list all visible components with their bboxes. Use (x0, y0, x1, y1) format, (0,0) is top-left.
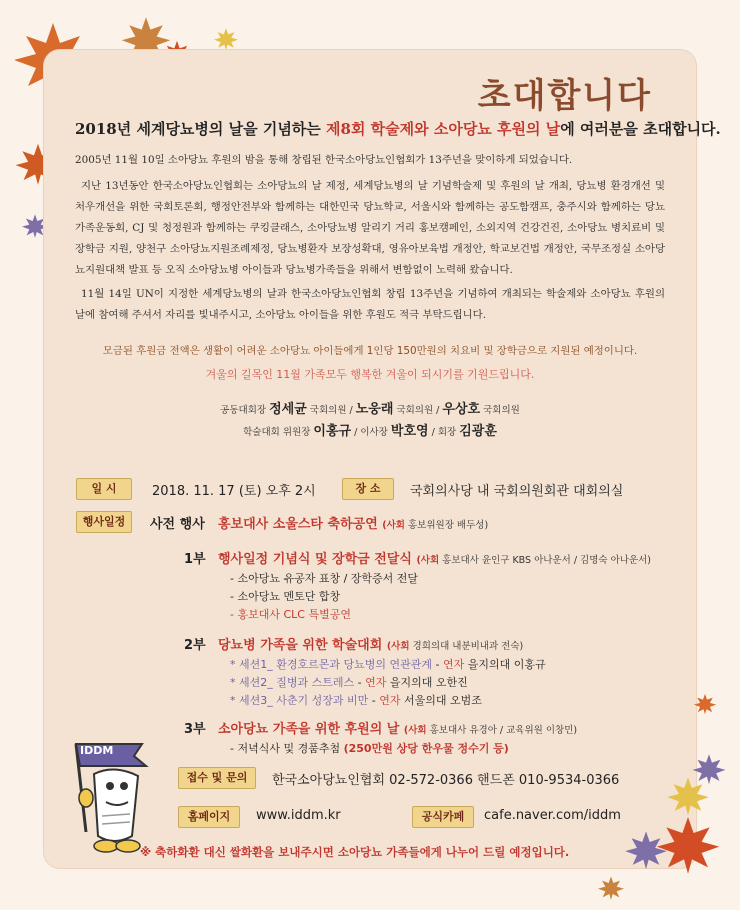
part-3-title (218, 718, 577, 737)
cafe-link[interactable]: cafe.naver.com/iddm (484, 808, 621, 823)
inquiry-value: 한국소아당뇨인협회 02-572-0366 핸드폰 010-9534-0366 (272, 773, 620, 788)
wish-text: 겨울의 길목인 11월 가족모두 행복한 겨울이 되시기를 기원드립니다. (205, 368, 535, 381)
host-title: / (428, 427, 438, 438)
hosts-line-1 (75, 398, 665, 417)
headline (75, 118, 721, 139)
host-name: 홍보대사 윤인구 KBS 아나운서 / 김명숙 아나운서) (439, 555, 651, 566)
host-prefix: (사회 (403, 725, 427, 736)
paragraph-invitation: 11월 14일 UN이 지정한 세계당뇨병의 날과 한국소아당뇨인협회 창립 13주년을 기념하여 개최되는 학술제와 소아당뇨 후원의 날에 참여해 주셔서 자리를 빛내주시고, 소아당뇨 아이들을 위한 후원도 적극 부탁드립니다. (75, 288, 665, 321)
pre-event-title: 사전 행사 (150, 517, 205, 532)
session-item (230, 674, 468, 690)
part-3-item-prize: (250만원 상당 한우물 정수기 등) (343, 742, 509, 755)
part-1-number: 1부 (184, 552, 206, 567)
headline-after: 에 여러분을 초대합니다. (560, 120, 721, 138)
pre-event-name: 홍보대사 소울스타 축하공연 (218, 517, 378, 532)
headline-highlight: 제8회 학술제와 소아당뇨 후원의 날 (326, 120, 561, 138)
fund-note: 모금된 후원금 전액은 생활이 어려운 소아당뇨 아이들에게 1인당 150만원의 치요비 및 장학금으로 지원된 예정이니다. (102, 345, 638, 357)
speaker-label: 연자 (365, 676, 387, 689)
part-2-number: 2부 (184, 638, 206, 653)
cafe-label: 공식카페 (412, 806, 474, 828)
session-title: * 세션2_ 질병과 스트레스 (230, 676, 355, 689)
speaker: 을지의대 오한진 (386, 676, 468, 689)
part-2-title (218, 634, 523, 653)
session-sep: - (368, 694, 380, 707)
host-name: 홍보위원장 배두성) (404, 520, 489, 531)
headline-before: 2018년 세계당뇨병의 날을 기념하는 (75, 120, 327, 138)
schedule-label: 행사일정 (76, 511, 132, 533)
host-name: 노웅래 (355, 402, 394, 417)
host-prefix: (사회 (416, 555, 440, 566)
session-sep: - (432, 658, 443, 671)
speaker: 서울의대 오범조 (400, 694, 482, 707)
hosts-line-2 (75, 420, 665, 439)
place-label: 장 소 (342, 478, 394, 500)
maple-leaf-icon (596, 874, 626, 902)
host-name: 경희의대 내분비내과 전숙) (409, 641, 524, 652)
host-name: 이홍규 (313, 424, 352, 439)
maple-leaf-icon (212, 26, 240, 52)
part-1-host (416, 555, 651, 566)
speaker: 을지의대 이홍규 (464, 658, 546, 671)
part-1-item: - 홍보대사 CLC 특별공연 (230, 608, 351, 621)
part-3-item (230, 740, 509, 756)
part-1-item: - 소아당뇨 유공자 표창 / 장학증서 전달 (230, 572, 419, 585)
host-role: 학술대회 위원장 (243, 427, 314, 438)
part-title: 당뇨병 가족을 위한 학술대회 (218, 638, 383, 653)
host-name: 김광훈 (459, 424, 497, 439)
speaker-label: 연자 (379, 694, 401, 707)
place-value: 국회의사당 내 국회의원회관 대회의실 (410, 484, 624, 499)
mascot-flag-text: IDDM (80, 744, 114, 757)
paragraph-founding: 2005년 11월 10일 소아당뇨 후원의 밤을 통해 창립된 한국소아당뇨인협회가 13주년을 맞이하게 되었습니다. (75, 154, 573, 166)
session-title: * 세션1_ 환경호르몬과 당뇨병의 연관관계 (230, 658, 432, 671)
speaker-label: 연자 (442, 658, 465, 671)
part-3-item-text: - 저녁식사 및 경품추첨 (230, 742, 344, 755)
part-3-host (404, 725, 577, 736)
host-role: 이사장 (360, 427, 391, 438)
host-name: 정세균 (269, 402, 307, 417)
homepage-label: 홈페이지 (178, 806, 240, 828)
host-role: 회장 (437, 427, 460, 438)
footer-note: ※ 축하화환 대신 쌀화환을 보내주시면 소아당뇨 가족들에게 나누어 드릴 예정입니다. (140, 845, 570, 859)
host-name: 우상호 (442, 402, 481, 417)
session-item (230, 656, 546, 672)
paragraph-history: 지난 13년동안 한국소아당뇨인협회는 소아당뇨의 날 제정, 세계당뇨병의 날 기념학술제 및 후원의 날 개최, 당뇨병 환경개선 및 처우개선을 위한 국회토론회, 행정안전부와 함께하는 대한민국 당뇨학교, 서울시와 함께하는 공도함캠프, 충주시와 함께하는 당뇨가족운동회, CJ 및 청정원과 함께하는 쿠킹클래스, 소아당뇨병 알리기 거리 홍보캠페인, 소외지역 건강건진, 소아당뇨 병치료비 및 장학금 지원, 양천구 소아당뇨지원조례제정, 당뇨병환자 보장성확대, 영유아보육법 개정안, 학교보건법 개정안, 국무조정실 소아당뇨지원대책 발표 등 오직 소아당뇨병 아이들과 당뇨병가족들을 위해서 변함없이 노력해 왔습니다. (75, 180, 665, 276)
host-title: 국회의원 / (393, 405, 443, 416)
pre-event-host (382, 520, 488, 531)
session-item (230, 692, 482, 708)
page-title: 초대합니다 (477, 76, 652, 116)
host-title: 국회의원 / (306, 405, 356, 416)
host-name: 홍보대사 유경아 / 교육위원 이창민) (426, 725, 578, 736)
date-value: 2018. 11. 17 (토) 오후 2시 (152, 484, 316, 499)
part-title: 소아당뇨 가족을 위한 후원의 날 (218, 722, 400, 737)
mascot-icon (62, 736, 172, 858)
part-1-title (218, 548, 651, 567)
part-title: 행사일정 기념식 및 장학금 전달식 (218, 552, 412, 567)
pre-event (218, 513, 488, 532)
host-title: 국회의원 (480, 405, 520, 416)
session-sep: - (354, 676, 366, 689)
host-name: 박호영 (390, 424, 429, 439)
part-2-host (387, 641, 523, 652)
host-title: / (351, 427, 361, 438)
maple-leaf-icon (692, 692, 718, 716)
host-role: 공동대회장 (220, 405, 270, 416)
part-3-number: 3부 (184, 722, 206, 737)
host-prefix: (사회 (386, 641, 410, 652)
date-label: 일 시 (76, 478, 132, 500)
inquiry-label: 접수 및 문의 (178, 767, 256, 789)
homepage-link[interactable]: www.iddm.kr (256, 808, 341, 823)
maple-leaf-icon (652, 812, 724, 878)
host-prefix: (사회 (382, 520, 405, 531)
part-1-item: - 소아당뇨 멘토단 합창 (230, 590, 341, 603)
session-title: * 세션3_ 사춘기 성장과 비만 (230, 694, 369, 707)
